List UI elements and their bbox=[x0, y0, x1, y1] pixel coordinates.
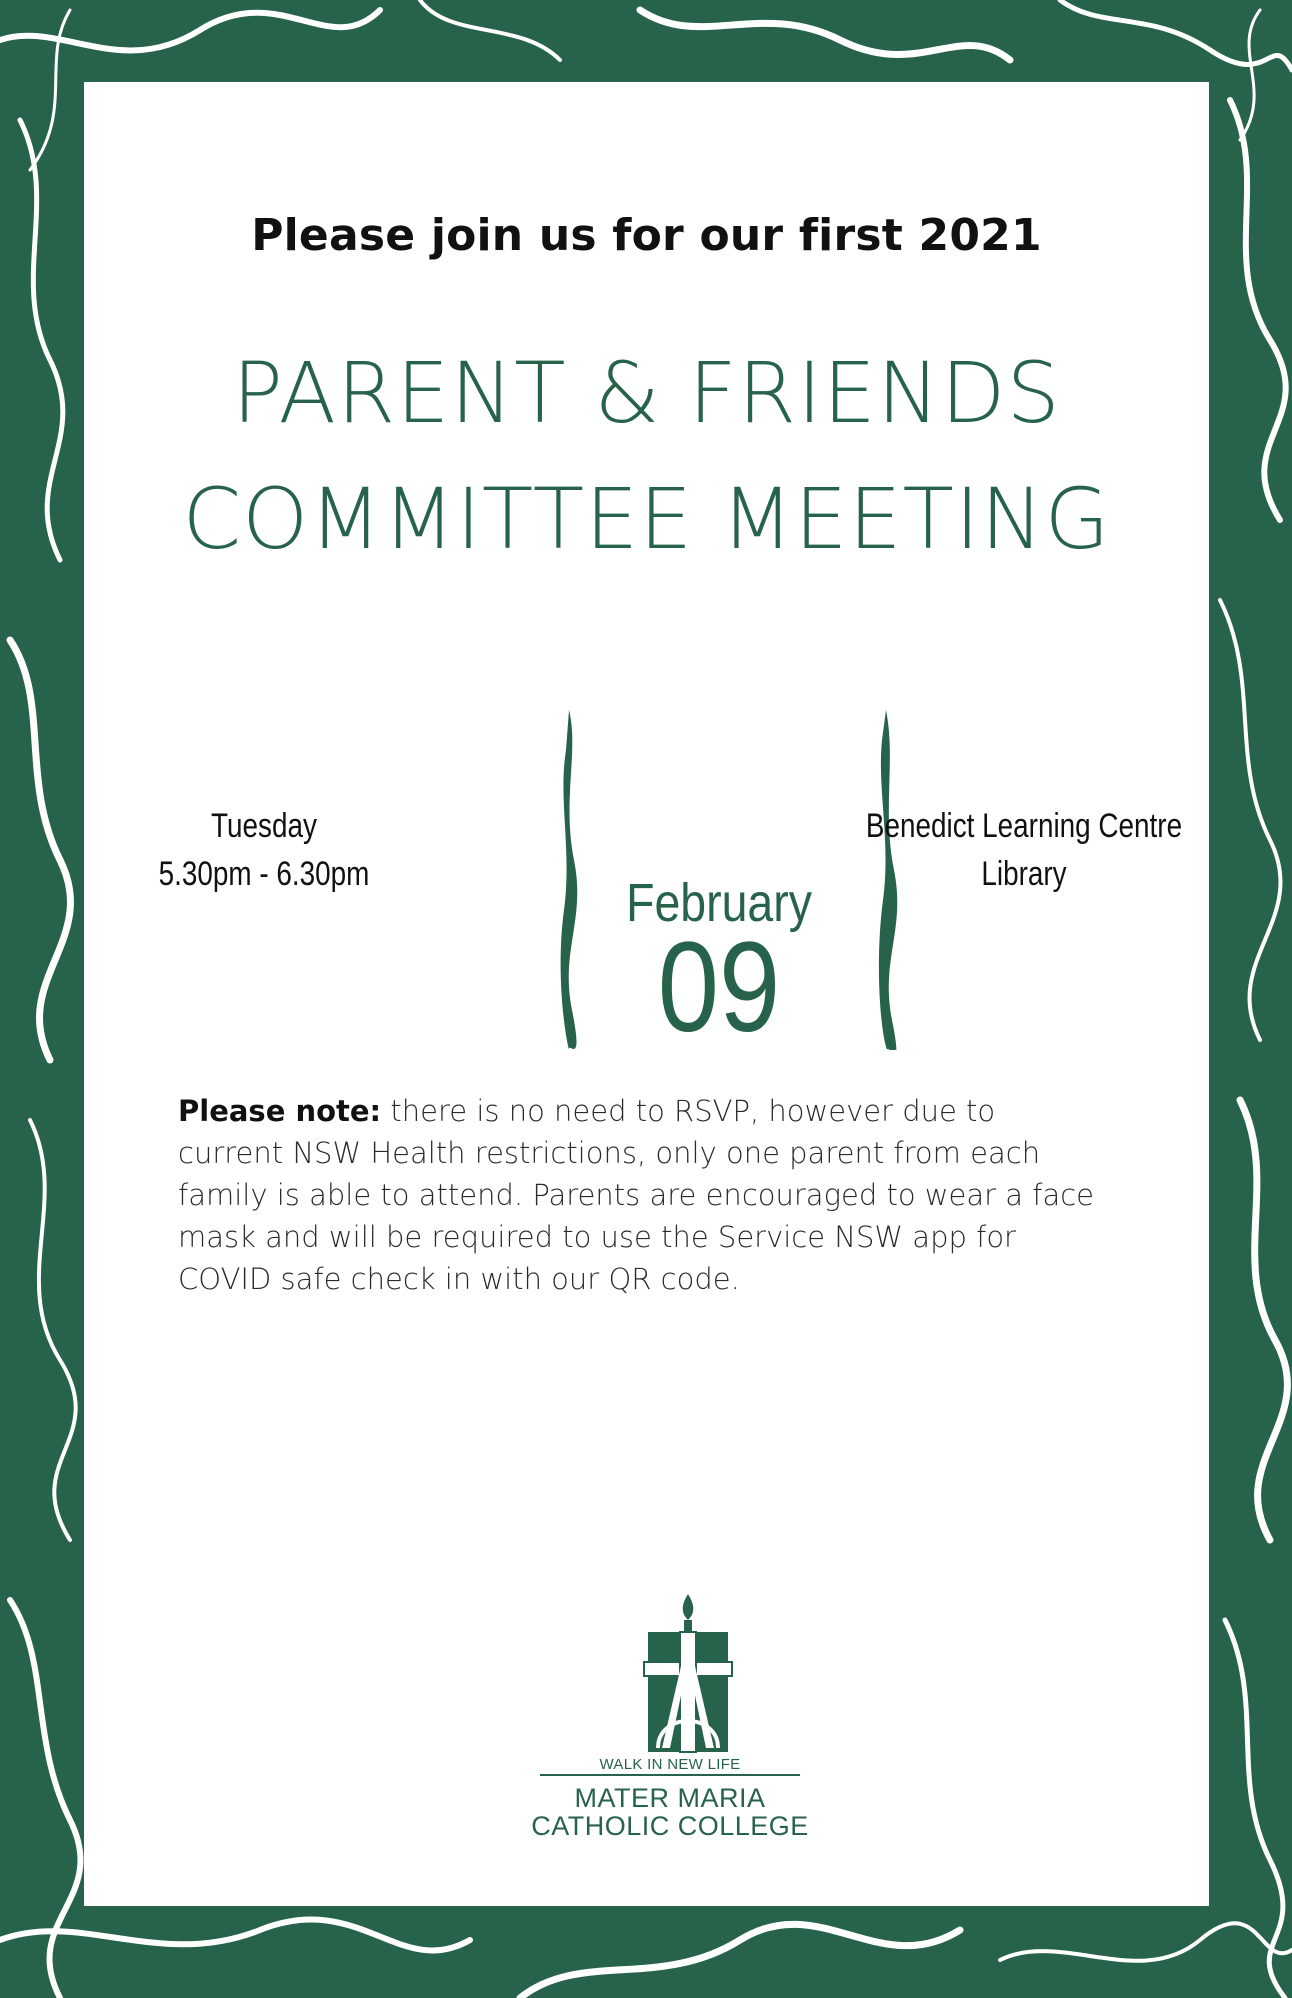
event-month: February bbox=[626, 873, 812, 933]
note-text: there is no need to RSVP, however due to current NSW Health restrictions, only one parent from each family is able to attend. Parents are encouraged to wear a face mask and will be required to use the Service NSW app for COVID safe check in with our QR code. bbox=[178, 1094, 1095, 1296]
venue-line1: Benedict Learning Centre bbox=[865, 807, 1183, 845]
school-name-line1: MATER MARIA bbox=[574, 1783, 766, 1813]
meeting-title-line1: PARENT & FRIENDS bbox=[232, 344, 1061, 442]
note-paragraph bbox=[178, 1090, 1098, 1300]
school-crest-icon bbox=[628, 1592, 748, 1774]
logo-rule bbox=[540, 1774, 800, 1776]
day-of-week: Tuesday bbox=[211, 807, 317, 845]
event-day: 09 bbox=[657, 916, 781, 1059]
school-motto: WALK IN NEW LIFE bbox=[599, 1756, 741, 1773]
meeting-time: 5.30pm - 6.30pm bbox=[158, 855, 370, 893]
when-block bbox=[125, 802, 404, 898]
invitation-card bbox=[84, 82, 1209, 1906]
intro-text: Please join us for our first 2021 bbox=[251, 210, 1042, 261]
note-label: Please note: bbox=[178, 1094, 382, 1128]
venue-line2: Library bbox=[981, 855, 1067, 893]
meeting-title-line2: COMMITTEE MEETING bbox=[182, 470, 1111, 568]
venue-block bbox=[844, 802, 1205, 898]
school-name-line2: CATHOLIC COLLEGE bbox=[531, 1811, 809, 1841]
